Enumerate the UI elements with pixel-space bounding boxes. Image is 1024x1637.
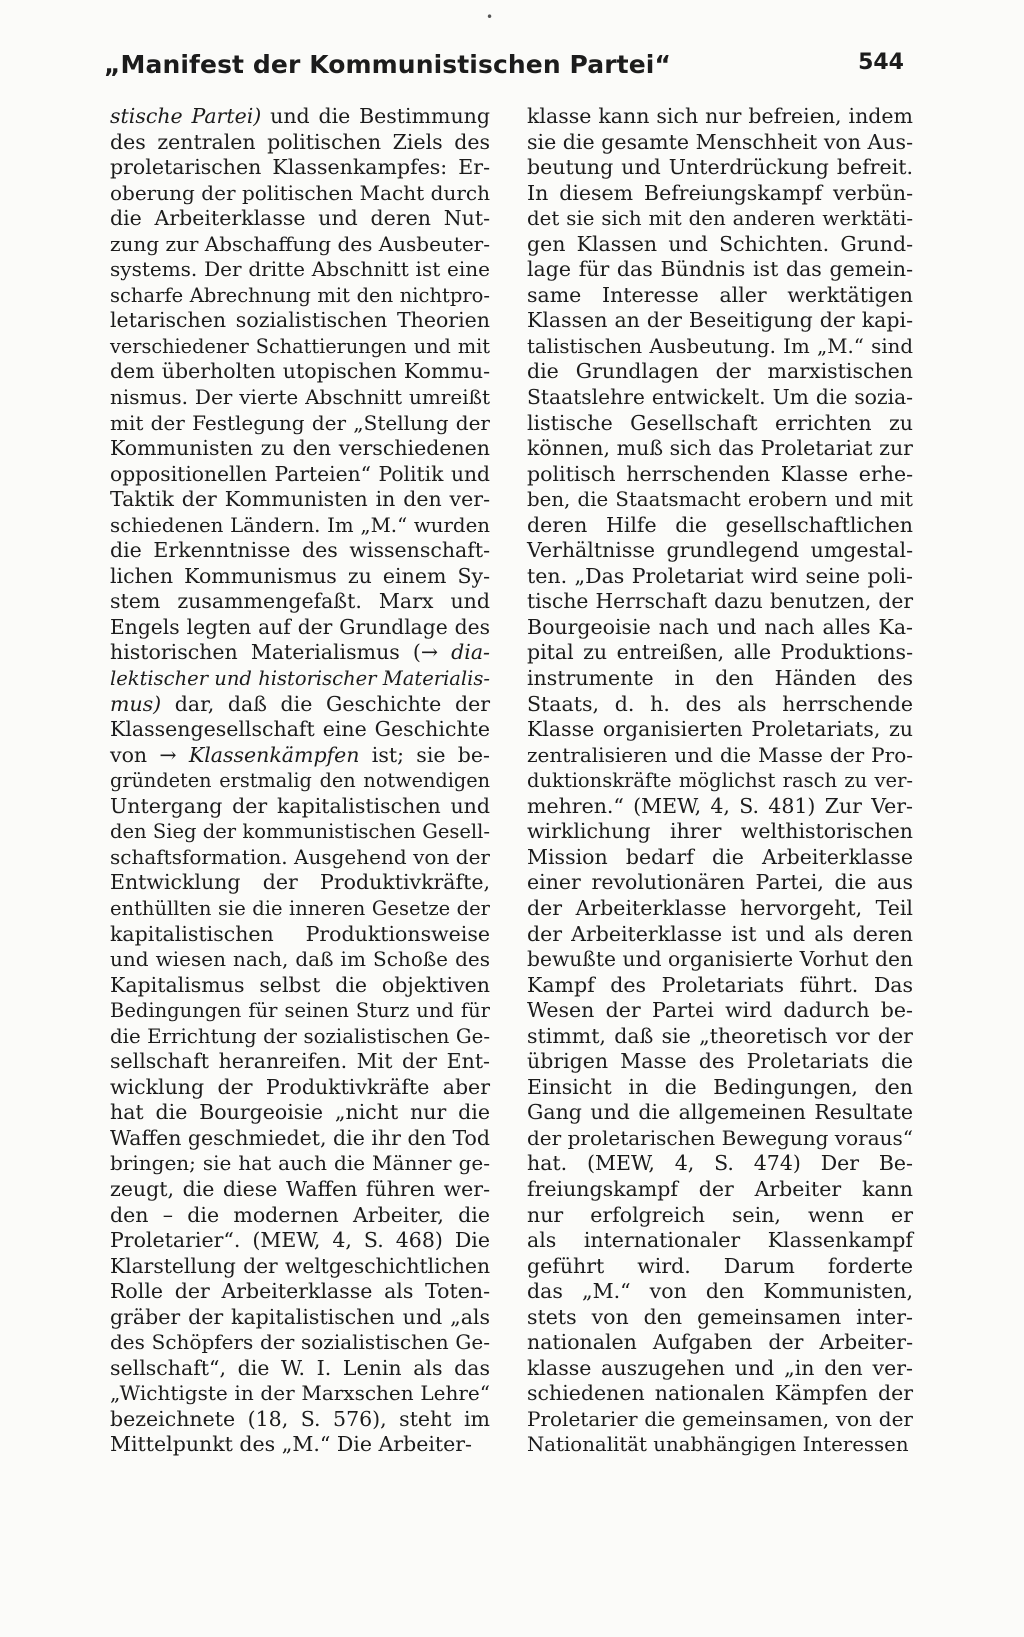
text-run: die Errichtung der sozialistischen Ge- [110, 1024, 490, 1048]
text-run: stem zusammengefaßt. Marx und [110, 589, 490, 614]
text-run: die Erkenntnisse des wissenschaft- [110, 538, 490, 563]
text-line [110, 973, 490, 999]
text-line [110, 1126, 490, 1152]
text-run: nur erfolgreich sein, wenn er [527, 1202, 913, 1227]
text-run: systems. Der dritte Abschnitt ist eine [110, 257, 490, 282]
text-line [527, 513, 913, 539]
text-line [110, 870, 490, 896]
page-number: 544 [858, 50, 904, 75]
text-line [527, 538, 913, 564]
text-run: talistischen Ausbeutung. Im „M.“ sind [527, 334, 913, 358]
text-line [110, 538, 490, 564]
text-line [527, 896, 913, 922]
text-run: historischen Materialismus ( [110, 640, 421, 665]
text-line [527, 1330, 913, 1356]
text-line [110, 564, 490, 590]
italic-text: → Klassenkämpfen [159, 742, 360, 767]
text-line [110, 334, 490, 360]
text-line [110, 615, 490, 641]
text-line [527, 947, 913, 973]
text-line [110, 1228, 490, 1254]
text-run: politisch herrschenden Klasse erhe- [527, 461, 913, 486]
text-line [527, 1356, 913, 1382]
text-line [527, 308, 913, 334]
text-run: Wesen der Partei wird dadurch be- [527, 998, 913, 1023]
text-run: wirklichung ihrer welthistorischen [527, 819, 913, 844]
text-line [527, 1203, 913, 1229]
text-run: Klarstellung der weltgeschichtlichen [110, 1253, 490, 1278]
text-run: Kapitalismus selbst die objektiven [110, 972, 490, 997]
text-run: den – die modernen Arbeiter, die [110, 1202, 490, 1227]
text-line [110, 487, 490, 513]
text-run: Verhältnisse grundlegend umgestal- [527, 538, 913, 563]
text-line [527, 411, 913, 437]
text-run: die Arbeiterklasse und deren Nut- [110, 206, 490, 231]
text-run: verschiedener Schattierungen und mit [110, 334, 490, 358]
text-run: freiungskampf der Arbeiter kann [527, 1176, 913, 1201]
text-run: Kampf des Proletariats führt. Das [527, 972, 913, 997]
text-run: und wiesen nach, daß im Schoße des [110, 947, 490, 972]
text-run: Untergang der kapitalistischen und [110, 793, 490, 818]
text-run: mit der Festlegung der „Stellung der [110, 410, 490, 435]
text-line [110, 640, 490, 666]
text-run: stimmt, daß sie „theoretisch vor der [527, 1023, 913, 1048]
text-run: die Grundlagen der marxistischen [527, 359, 913, 384]
text-run: sie die gesamte Menschheit von Aus- [527, 129, 913, 154]
text-run: geführt wird. Darum forderte [527, 1253, 913, 1278]
text-line [110, 896, 490, 922]
text-run: einer revolutionären Partei, die aus [527, 870, 913, 895]
text-run: können, muß sich das Proletariat zur [527, 436, 913, 461]
text-run: klasse auszugehen und „in den ver- [527, 1355, 913, 1380]
text-line [110, 232, 490, 258]
text-line [527, 181, 913, 207]
text-run: schiedenen Ländern. Im „M.“ wurden [110, 513, 490, 537]
text-run: Entwicklung der Produktivkräfte, [110, 870, 490, 895]
text-run: dar, daß die Geschichte der [161, 691, 490, 716]
text-run: nationalen Aufgaben der Arbeiter- [527, 1330, 913, 1355]
text-run: lichen Kommunismus zu einem Sy- [110, 563, 490, 588]
text-run: zentralisieren und die Masse der Pro- [527, 742, 913, 767]
text-run: Taktik der Kommunisten in den ver- [110, 487, 490, 512]
text-line [527, 1151, 913, 1177]
text-line [527, 359, 913, 385]
text-line [110, 1151, 490, 1177]
text-line [527, 1279, 913, 1305]
text-line [527, 589, 913, 615]
text-line [110, 359, 490, 385]
text-run: übrigen Masse des Proletariats die [527, 1049, 913, 1074]
text-run: Klassengesellschaft eine Geschichte [110, 717, 490, 742]
text-line [110, 257, 490, 283]
text-line [527, 283, 913, 309]
text-line [527, 973, 913, 999]
text-line [110, 1356, 490, 1382]
text-run: Nationalität unabhängigen Interessen [527, 1433, 909, 1457]
text-line [110, 1075, 490, 1101]
text-line [527, 104, 913, 130]
text-run: hat. (MEW, 4, S. 474) Der Be- [527, 1151, 913, 1176]
text-run: des zentralen politischen Ziels des [110, 129, 490, 154]
text-run: enthüllten sie die inneren Gesetze der [110, 896, 490, 920]
text-line [527, 155, 913, 181]
text-run: Engels legten auf der Grundlage des [110, 614, 490, 639]
text-run: listische Gesellschaft errichten zu [527, 410, 913, 435]
text-line [527, 1049, 913, 1075]
text-line [110, 1254, 490, 1280]
text-line [110, 462, 490, 488]
text-line [110, 1203, 490, 1229]
text-line [110, 794, 490, 820]
text-line [110, 104, 490, 130]
text-run: bringen; sie hat auch die Männer ge- [110, 1151, 490, 1176]
text-line [110, 1407, 490, 1433]
text-line [110, 717, 490, 743]
text-line [110, 1381, 490, 1407]
text-run: gräber der kapitalistischen und „als [110, 1304, 490, 1329]
text-run: des Schöpfers der sozialistischen Ge- [110, 1330, 490, 1355]
text-run: von [110, 742, 160, 767]
text-run: sellschaft“, die W. I. Lenin als das [110, 1355, 490, 1380]
text-run: dem überholten utopischen Kommu- [110, 359, 490, 384]
text-line [527, 717, 913, 743]
text-run: der Arbeiterklasse hervorgeht, Teil [527, 895, 913, 920]
text-line [527, 564, 913, 590]
text-line [110, 1024, 490, 1050]
text-line [527, 819, 913, 845]
text-line [527, 1381, 913, 1407]
text-run: Klasse organisierten Proletariats, zu [527, 717, 913, 742]
text-line [110, 308, 490, 334]
text-line [110, 1432, 490, 1458]
text-run: sellschaft heranreifen. Mit der Ent- [110, 1049, 490, 1074]
text-line [527, 385, 913, 411]
text-run: Gang und die allgemeinen Resultate [527, 1100, 913, 1125]
text-run: Proletarier die gemeinsamen, von der [527, 1406, 913, 1431]
ink-speck: • [486, 10, 494, 24]
text-column-right [527, 104, 913, 1458]
text-line [110, 1305, 490, 1331]
text-run: und die Bestimmung [261, 104, 490, 128]
text-line [527, 436, 913, 462]
text-run: kapitalistischen Produktionsweise [110, 921, 490, 946]
text-line [527, 1177, 913, 1203]
text-line [110, 692, 490, 718]
text-run: Einsicht in die Bedingungen, den [527, 1074, 913, 1099]
text-line [527, 1407, 913, 1433]
text-line [527, 130, 913, 156]
text-run: schaftsformation. Ausgehend von der [110, 844, 490, 869]
text-line [527, 1126, 913, 1152]
text-run: same Interesse aller werktätigen [527, 282, 913, 307]
text-run: oppositionellen Parteien“ Politik und [110, 461, 490, 486]
text-run: ten. „Das Proletariat wird seine poli- [527, 563, 913, 588]
text-column-left [110, 104, 490, 1458]
text-line [110, 283, 490, 309]
text-line [527, 1254, 913, 1280]
text-line [110, 155, 490, 181]
text-run: ben, die Staatsmacht erobern und mit [527, 488, 913, 512]
text-line [110, 436, 490, 462]
text-run: In diesem Befreiungskampf verbün- [527, 180, 913, 205]
text-run: klasse kann sich nur befreien, indem [527, 104, 913, 128]
text-run: „Wichtigste in der Marxschen Lehre“ [110, 1381, 490, 1406]
text-run: Rolle der Arbeiterklasse als Toten- [110, 1279, 490, 1304]
text-line [110, 411, 490, 437]
text-line [110, 947, 490, 973]
text-run: letarischen sozialistischen Theorien [110, 308, 490, 333]
text-run: Waffen geschmiedet, die ihr den Tod [110, 1125, 490, 1150]
text-line [527, 462, 913, 488]
text-line [110, 819, 490, 845]
text-run: Staats, d. h. des als herrschende [527, 691, 913, 716]
text-line [527, 1228, 913, 1254]
text-line [527, 1024, 913, 1050]
text-line [527, 615, 913, 641]
text-line [527, 998, 913, 1024]
text-line [110, 1279, 490, 1305]
text-line [110, 743, 490, 769]
text-run: duktionskräfte möglichst rasch zu ver- [527, 769, 913, 793]
text-line [527, 922, 913, 948]
text-run: Klassen an der Beseitigung der kapi- [527, 308, 913, 333]
text-line [527, 692, 913, 718]
text-line [110, 1177, 490, 1203]
text-line [527, 845, 913, 871]
text-run: stets von den gemeinsamen inter- [527, 1304, 913, 1329]
text-run: scharfe Abrechnung mit den nichtpro- [110, 283, 490, 307]
text-run: gen Klassen und Schichten. Grund- [527, 231, 913, 256]
text-line [527, 1305, 913, 1331]
italic-text: lektischer und historischer Materialis- [110, 667, 490, 691]
italic-text: stische Partei) [110, 104, 262, 128]
text-run: der proletarischen Bewegung voraus“ [527, 1125, 913, 1150]
text-run: als internationaler Klassenkampf [527, 1228, 913, 1253]
text-line [527, 206, 913, 232]
text-run: mehren.“ (MEW, 4, S. 481) Zur Ver- [527, 793, 913, 818]
text-line [527, 1100, 913, 1126]
text-run: der Arbeiterklasse ist und als deren [527, 921, 913, 946]
text-run: nismus. Der vierte Abschnitt umreißt [110, 385, 490, 410]
text-run: det sie sich mit den anderen werktäti- [527, 207, 913, 231]
text-line [527, 794, 913, 820]
text-run: Staatslehre entwickelt. Um die sozia- [527, 385, 913, 410]
text-run: beutung und Unterdrückung befreit. [527, 155, 913, 180]
text-line [110, 589, 490, 615]
text-run: Bourgeoisie nach und nach alles Ka- [527, 614, 913, 639]
text-run: ist; sie be- [359, 742, 490, 767]
text-line [110, 513, 490, 539]
text-line [110, 181, 490, 207]
text-line [527, 1075, 913, 1101]
text-line [110, 206, 490, 232]
text-line [110, 998, 490, 1024]
text-line [110, 922, 490, 948]
text-line [110, 666, 490, 692]
text-line [527, 257, 913, 283]
text-run: wicklung der Produktivkräfte aber [110, 1074, 490, 1099]
text-run: Bedingungen für seinen Sturz und für [110, 999, 490, 1023]
text-run: zeugt, die diese Waffen führen wer- [110, 1176, 490, 1201]
text-line [527, 334, 913, 360]
text-run: bezeichnete (18, S. 576), steht im [110, 1406, 490, 1431]
text-run: zung zur Abschaffung des Ausbeuter- [110, 231, 490, 256]
text-line [110, 1049, 490, 1075]
text-run: gründeten erstmalig den notwendigen [110, 769, 490, 793]
text-run: proletarischen Klassenkampfes: Er- [110, 155, 490, 180]
italic-text: mus) [110, 691, 162, 716]
text-line [527, 640, 913, 666]
text-line [527, 487, 913, 513]
text-line [527, 666, 913, 692]
text-run: pital zu entreißen, alle Produktions- [527, 640, 913, 665]
text-line [527, 870, 913, 896]
text-run: schiedenen nationalen Kämpfen der [527, 1381, 913, 1406]
text-run: instrumente in den Händen des [527, 666, 913, 691]
text-run: den Sieg der kommunistischen Gesell- [110, 820, 490, 844]
text-run: hat die Bourgeoisie „nicht nur die [110, 1100, 490, 1125]
text-line [110, 1100, 490, 1126]
text-line [527, 768, 913, 794]
text-run: Mittelpunkt des „M.“ Die Arbeiter- [110, 1432, 472, 1457]
text-line [110, 1330, 490, 1356]
text-line [527, 232, 913, 258]
text-run: Proletarier“. (MEW, 4, S. 468) Die [110, 1228, 490, 1253]
text-run: deren Hilfe die gesellschaftlichen [527, 512, 913, 537]
text-run: das „M.“ von den Kommunisten, [527, 1279, 913, 1304]
text-line [527, 1432, 913, 1458]
text-run: bewußte und organisierte Vorhut den [527, 947, 913, 972]
text-line [110, 385, 490, 411]
text-line [110, 768, 490, 794]
page-header [104, 50, 904, 90]
italic-text: → dia- [420, 640, 490, 665]
text-line [527, 743, 913, 769]
text-run: Mission bedarf die Arbeiterklasse [527, 844, 913, 869]
running-title: „Manifest der Kommunistischen Partei“ [104, 50, 671, 79]
text-run: tische Herrschaft dazu benutzen, der [527, 589, 913, 614]
text-line [110, 130, 490, 156]
text-run: Kommunisten zu den verschiedenen [110, 436, 490, 461]
text-run: lage für das Bündnis ist das gemein- [527, 257, 913, 282]
text-line [110, 845, 490, 871]
text-run: oberung der politischen Macht durch [110, 180, 490, 205]
